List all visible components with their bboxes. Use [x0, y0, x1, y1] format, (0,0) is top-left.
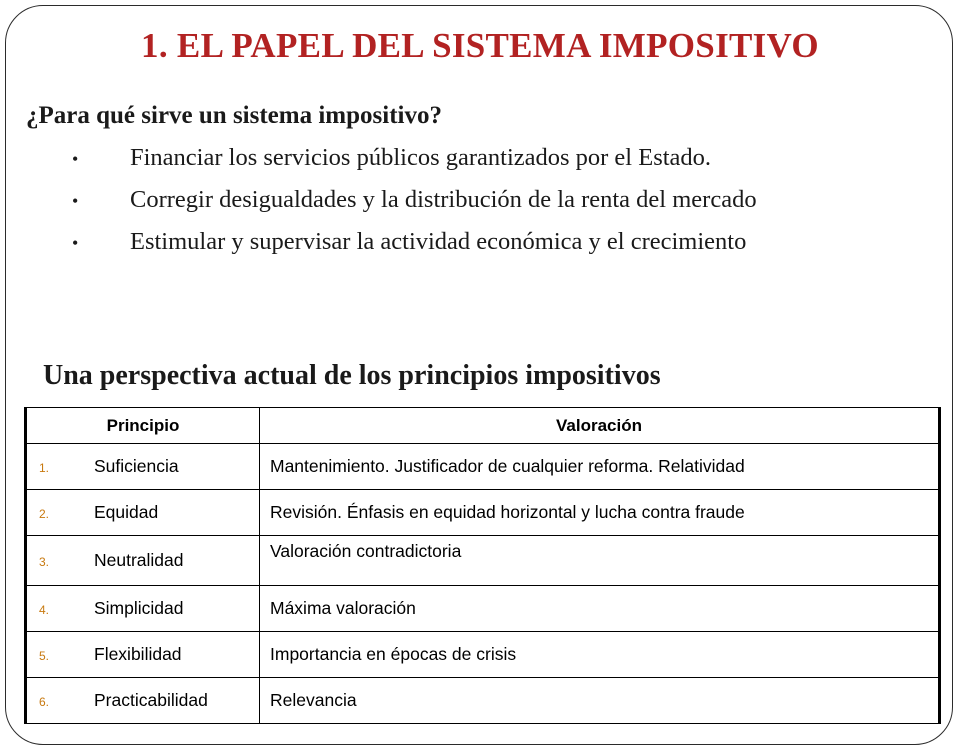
principle-cell — [26, 678, 260, 724]
section-subtitle: Una perspectiva actual de los principios impositivos — [43, 360, 661, 391]
principle-name: Neutralidad — [94, 550, 184, 570]
row-number: 3. — [39, 555, 50, 569]
bullet-item — [72, 144, 757, 186]
row-number: 5. — [39, 649, 50, 663]
valuation-cell: Mantenimiento. Justificador de cualquier reforma. Relatividad — [260, 444, 940, 490]
bullet-text: Corregir desigualdades y la distribución de la renta del mercado — [130, 186, 757, 213]
bullet-icon: • — [72, 191, 79, 211]
valuation-cell: Importancia en épocas de crisis — [260, 632, 940, 678]
row-number: 4. — [39, 603, 50, 617]
principle-cell — [26, 632, 260, 678]
table-row — [26, 632, 940, 678]
header-valoracion: Valoración — [260, 408, 940, 444]
valuation-cell: Valoración contradictoria — [260, 536, 940, 586]
valuation-cell: Relevancia — [260, 678, 940, 724]
principle-name: Practicabilidad — [94, 690, 208, 710]
row-number: 2. — [39, 507, 50, 521]
principle-name: Simplicidad — [94, 598, 184, 618]
principle-cell — [26, 490, 260, 536]
bullet-item — [72, 186, 757, 228]
bullet-list — [72, 144, 757, 270]
bullet-icon: • — [72, 149, 79, 169]
bullet-text: Estimular y supervisar la actividad económica y el crecimiento — [130, 228, 747, 255]
bullet-icon: • — [72, 233, 79, 253]
valuation-cell: Revisión. Énfasis en equidad horizontal y lucha contra fraude — [260, 490, 940, 536]
principle-name: Equidad — [94, 502, 159, 522]
row-number: 1. — [39, 461, 50, 475]
row-number: 6. — [39, 695, 50, 709]
bullet-item — [72, 228, 757, 270]
principle-name: Suficiencia — [94, 456, 179, 476]
principles-table — [24, 407, 941, 724]
table-header-row — [26, 408, 940, 444]
table-row — [26, 444, 940, 490]
table-row — [26, 586, 940, 632]
valuation-cell: Máxima valoración — [260, 586, 940, 632]
principle-cell — [26, 536, 260, 586]
table-row — [26, 490, 940, 536]
bullet-text: Financiar los servicios públicos garantizados por el Estado. — [130, 144, 712, 171]
principle-cell — [26, 444, 260, 490]
table-row — [26, 678, 940, 724]
principle-cell — [26, 586, 260, 632]
principle-name: Flexibilidad — [94, 644, 182, 664]
table-row — [26, 536, 940, 586]
header-principio: Principio — [26, 408, 260, 444]
slide-title: 1. EL PAPEL DEL SISTEMA IMPOSITIVO — [141, 26, 819, 65]
question-heading: ¿Para qué sirve un sistema impositivo? — [26, 102, 442, 129]
